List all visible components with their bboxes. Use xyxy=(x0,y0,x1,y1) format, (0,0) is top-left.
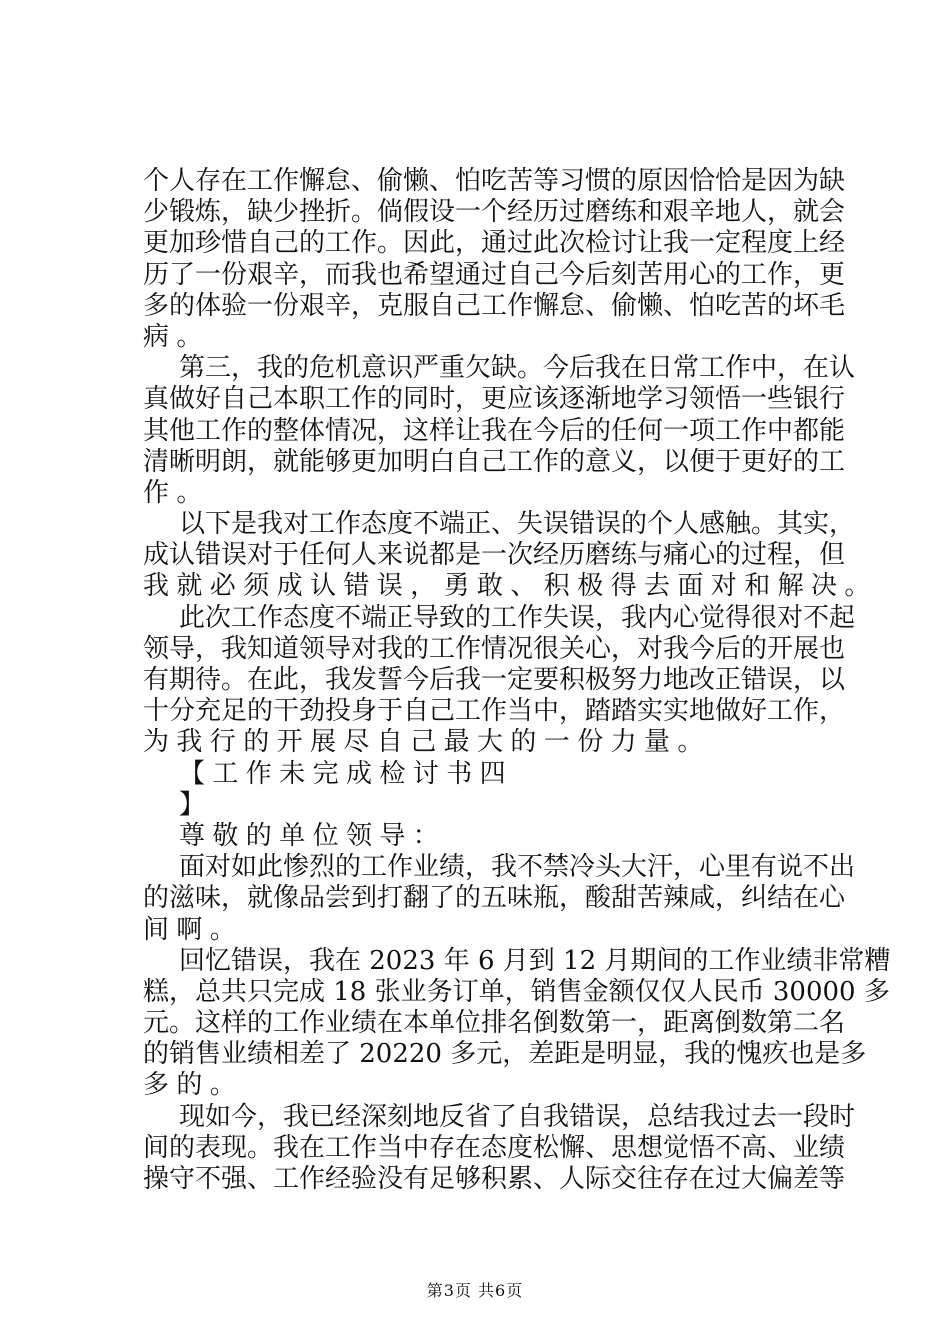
section-heading: 【工作未完成检讨书四 xyxy=(179,758,514,789)
text-line: 为我行的开展尽自己最大的一份力量。 xyxy=(143,727,711,758)
text-line: 以下是我对工作态度不端正、失误错误的个人感触。其实， xyxy=(179,509,856,540)
text-line: 元。这样的工作业绩在本单位排名倒数第一，距离倒数第二名 xyxy=(143,1008,846,1039)
text-line: 作。 xyxy=(143,477,210,508)
text-line: 间的表现。我在工作当中存在态度松懈、思想觉悟不高、业绩 xyxy=(143,1132,846,1163)
text-line: 第三，我的危机意识严重欠缺。今后我在日常工作中，在认 xyxy=(179,353,856,384)
document-body xyxy=(143,166,891,1195)
text-line: 多的。 xyxy=(143,1070,244,1101)
text-line: 此次工作态度不端正导致的工作失误，我内心觉得很对不起 xyxy=(179,602,856,633)
text-line: 糕，总共只完成 18 张业务订单，销售金额仅仅人民币 30000 多 xyxy=(143,976,890,1007)
text-line: 真做好自己本职工作的同时，更应该逐渐地学习领悟一些银行 xyxy=(143,384,846,415)
text-line: 的滋味，就像品尝到打翻了的五味瓶，酸甜苦辣咸，纠结在心 xyxy=(143,883,846,914)
text-line: 十分充足的干劲投身于自己工作当中，踏踏实实地做好工作， xyxy=(143,696,846,727)
text-line: 历了一份艰辛，而我也希望通过自己今后刻苦用心的工作，更 xyxy=(143,259,846,290)
text-line: 间啊。 xyxy=(143,914,244,945)
text-line: 清晰明朗，就能够更加明白自己工作的意义，以便于更好的工 xyxy=(143,446,846,477)
text-line: 有期待。在此，我发誓今后我一定要积极努力地改正错误，以 xyxy=(143,665,846,695)
text-line: 多的体验一份艰辛，克服自己工作懈怠、偷懒、怕吃苦的坏毛 xyxy=(143,290,846,321)
text-line: 回忆错误，我在 2023 年 6 月到 12 月期间的工作业绩非常糟 xyxy=(179,945,891,976)
text-line: 其他工作的整体情况，这样让我在今后的任何一项工作中都能 xyxy=(143,415,846,446)
text-line: 成认错误对于任何人来说都是一次经历磨练与痛心的过程，但 xyxy=(143,540,846,571)
text-line: 少锻炼，缺少挫折。倘假设一个经历过磨练和艰辛地人，就会 xyxy=(143,197,846,228)
text-line: 操守不强、工作经验没有足够积累、人际交往存在过大偏差等 xyxy=(143,1164,846,1194)
section-heading-bracket: 】 xyxy=(179,789,213,820)
text-line: 病。 xyxy=(143,321,210,352)
text-line: 更加珍惜自己的工作。因此，通过此次检讨让我一定程度上经 xyxy=(143,228,846,259)
page-footer: 第3页 共6页 xyxy=(426,1281,524,1300)
text-line: 个人存在工作懈怠、偷懒、怕吃苦等习惯的原因恰恰是因为缺 xyxy=(143,166,846,196)
salutation: 尊敬的单位领导： xyxy=(179,820,447,851)
text-line: 我就必须成认错误，勇敢、积极得去面对和解决。 xyxy=(143,571,878,602)
text-line: 面对如此惨烈的工作业绩，我不禁冷头大汗，心里有说不出 xyxy=(179,852,856,883)
text-line: 现如今，我已经深刻地反省了自我错误，总结我过去一段时 xyxy=(179,1101,856,1132)
text-line: 领导，我知道领导对我的工作情况很关心，对我今后的开展也 xyxy=(143,633,846,664)
text-line: 的销售业绩相差了 20220 多元，差距是明显，我的愧疚也是多 xyxy=(143,1039,867,1070)
